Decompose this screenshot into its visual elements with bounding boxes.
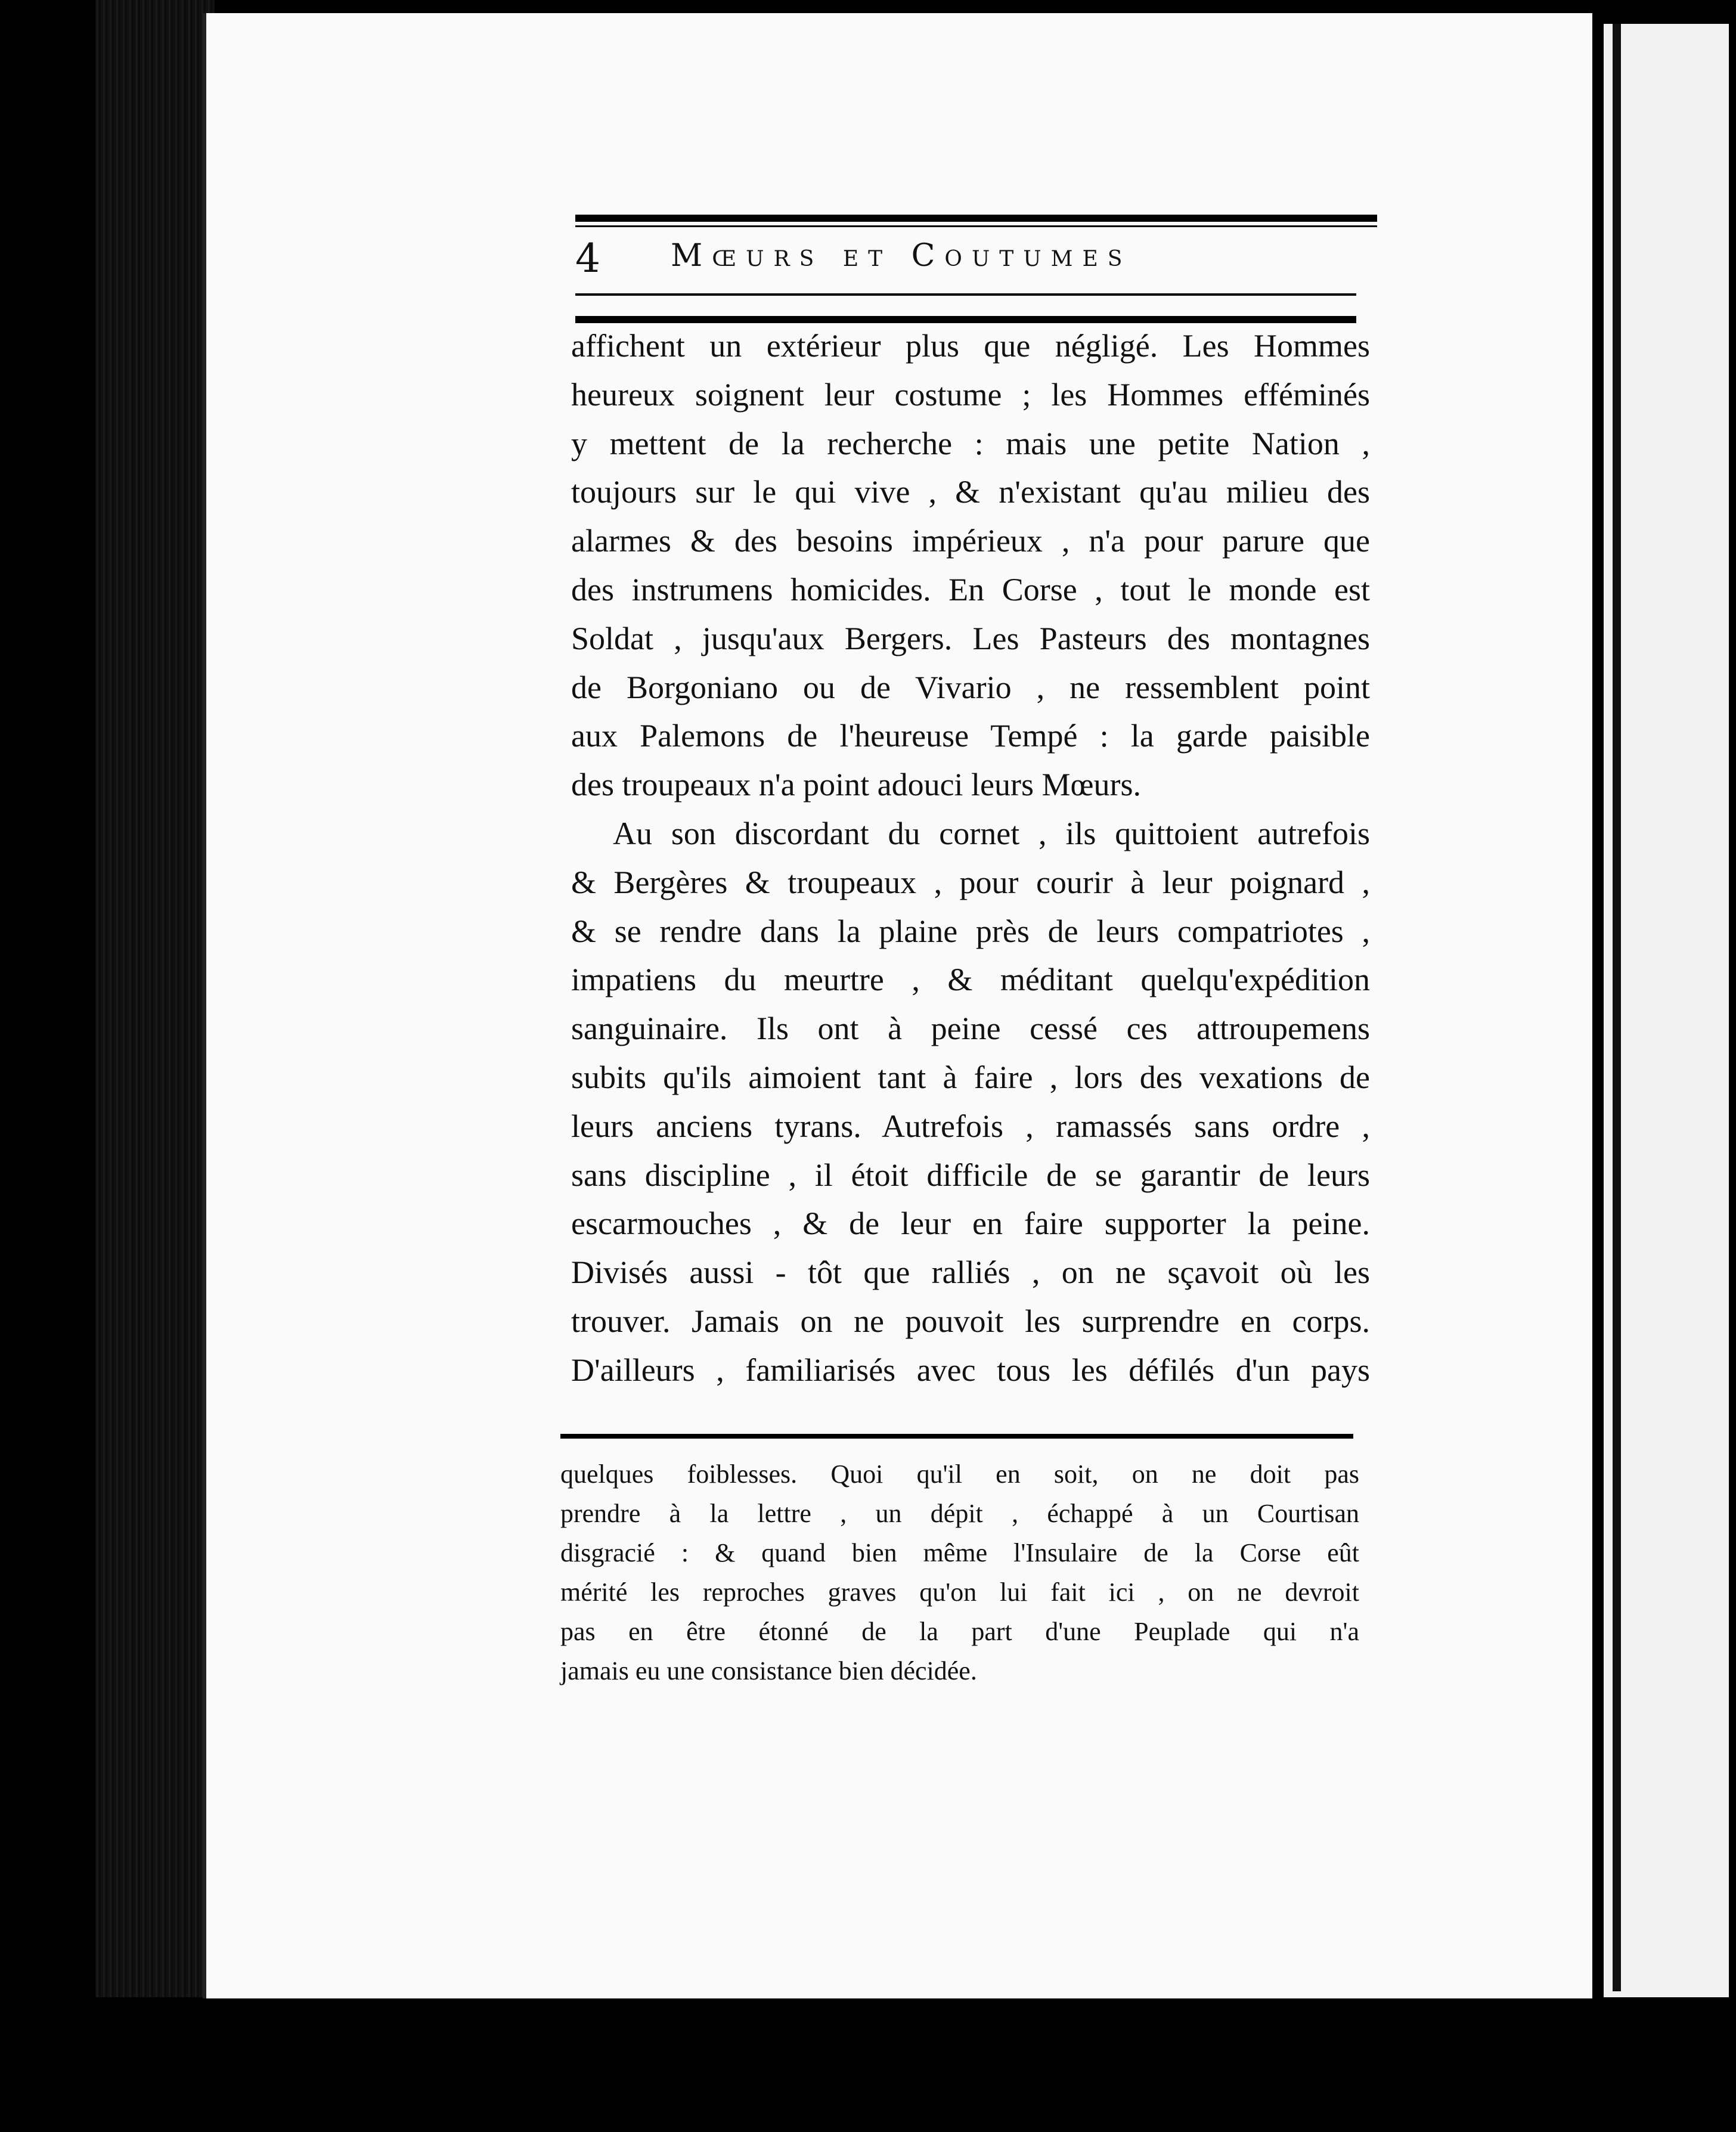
text-line: aux Palemons de l'heureuse Tempé : la garde paisible xyxy=(571,718,1370,754)
text-line: Soldat , jusqu'aux Bergers. Les Pasteurs des montagnes xyxy=(571,620,1370,656)
text-line: subits qu'ils aimoient tant à faire , lors des vexations de xyxy=(571,1059,1370,1095)
running-title: Mœurs et Coutumes xyxy=(671,238,1132,274)
text-line: y mettent de la recherche : mais une petite Nation , xyxy=(571,425,1370,461)
page-number: 4 xyxy=(575,235,600,281)
footnote-line: quelques foiblesses. Quoi qu'il en soit, on ne doit pas xyxy=(560,1459,1359,1489)
text-line: & Bergères & troupeaux , pour courir à leur poignard , xyxy=(571,864,1370,900)
text-line: Divisés aussi - tôt que ralliés , on ne sçavoit où les xyxy=(571,1254,1370,1291)
footnote-line: mérité les reproches graves qu'on lui fait ici , on ne devroit xyxy=(560,1578,1359,1607)
text-line: D'ailleurs , familiarisés avec tous les défilés d'un pays xyxy=(571,1352,1370,1388)
footnote-line: jamais eu une consistance bien décidée. xyxy=(560,1656,977,1685)
text-line: heureux soignent leur costume ; les Hommes efféminés xyxy=(571,376,1370,413)
text-line: alarmes & des besoins impérieux , n'a pour parure que xyxy=(571,523,1370,559)
text-line: des troupeaux n'a point adouci leurs Mœurs. xyxy=(571,767,1142,803)
page-gutter-line xyxy=(1613,24,1621,1991)
text-line: trouver. Jamais on ne pouvoit les surprendre en corps. xyxy=(571,1303,1370,1339)
footnote-text xyxy=(560,1455,1359,1691)
text-line: des instrumens homicides. En Corse , tout le monde est xyxy=(571,571,1370,608)
running-header xyxy=(575,235,1374,289)
footnote-line: prendre à la lettre , un dépit , échappé à un Courtisan xyxy=(560,1499,1359,1528)
text-line: de Borgoniano ou de Vivario , ne ressemblent point xyxy=(571,669,1370,705)
text-line: escarmouches , & de leur en faire supporter la peine. xyxy=(571,1206,1370,1242)
text-line: affichent un extérieur plus que négligé. Les Hommes xyxy=(571,328,1370,364)
footnote-line: disgracié : & quand bien même l'Insulaire de la Corse eût xyxy=(560,1538,1359,1567)
text-line: sans discipline , il étoit difficile de se garantir de leurs xyxy=(571,1157,1370,1193)
footnote-rule xyxy=(560,1434,1353,1439)
header-rule-top xyxy=(575,215,1377,222)
text-line: Au son discordant du cornet , ils quittoient autrefois xyxy=(613,815,1370,851)
text-line: toujours sur le qui vive , & n'existant qu'au milieu des xyxy=(571,474,1370,510)
text-line: sanguinaire. Ils ont à peine cessé ces attroupemens xyxy=(571,1011,1370,1047)
text-line: leurs anciens tyrans. Autrefois , ramassés sans ordre , xyxy=(571,1108,1370,1144)
book-binding xyxy=(95,0,215,1997)
main-text xyxy=(571,322,1370,1395)
footnote-line: pas en être étonné de la part d'une Peuplade qui n'a xyxy=(560,1617,1359,1646)
text-line: & se rendre dans la plaine près de leurs compatriotes , xyxy=(571,913,1370,949)
header-rule-top-thin xyxy=(575,225,1377,227)
header-rule-bottom-thin xyxy=(575,293,1356,296)
text-line: impatiens du meurtre , & méditant quelqu'expédition xyxy=(571,962,1370,998)
facing-page-edge xyxy=(1604,24,1729,1997)
